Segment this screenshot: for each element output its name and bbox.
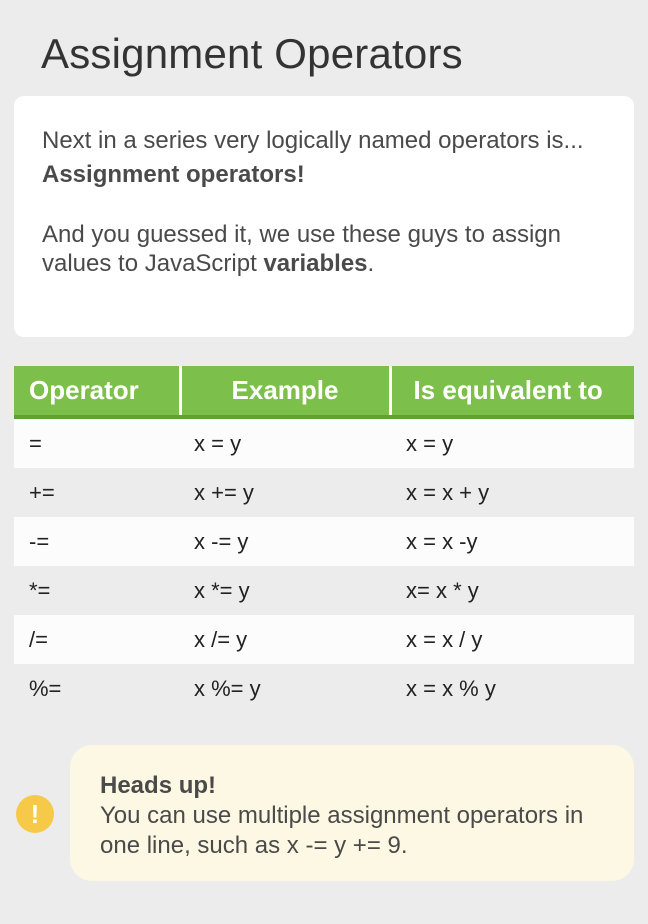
operator-cell: /= bbox=[14, 615, 180, 664]
intro-closing-suffix: . bbox=[367, 250, 375, 277]
example-cell: x %= y bbox=[180, 664, 390, 713]
operator-cell: %= bbox=[14, 664, 180, 713]
page-title: Assignment Operators bbox=[41, 30, 463, 77]
intro-closing-bold: variables bbox=[263, 250, 368, 277]
equivalent-cell: x = x % y bbox=[390, 664, 634, 713]
equivalent-cell: x = x + y bbox=[390, 468, 634, 517]
exclamation-icon: ! bbox=[16, 795, 54, 833]
tip-card bbox=[70, 745, 634, 881]
equivalent-cell: x = x -y bbox=[390, 517, 634, 566]
intro-lead: Next in a series very logically named operators is... bbox=[42, 127, 584, 154]
table-row bbox=[14, 615, 634, 664]
equivalent-cell: x = y bbox=[390, 417, 634, 468]
table-header-row bbox=[14, 366, 634, 417]
tip-title: Heads up! bbox=[100, 772, 217, 799]
header-equivalent: Is equivalent to bbox=[390, 366, 634, 417]
table-row bbox=[14, 566, 634, 615]
intro-closing-text: And you guessed it, we use these guys to assign values to JavaScript bbox=[42, 221, 561, 277]
example-cell: x += y bbox=[180, 468, 390, 517]
operators-table bbox=[14, 366, 634, 713]
intro-card bbox=[14, 96, 634, 337]
intro-closing bbox=[42, 220, 606, 278]
tip-body: You can use multiple assignment operators in one line, such as x -= y += 9. bbox=[100, 802, 584, 859]
operator-cell: = bbox=[14, 417, 180, 468]
equivalent-cell: x= x * y bbox=[390, 566, 634, 615]
table-row bbox=[14, 664, 634, 713]
operator-cell: -= bbox=[14, 517, 180, 566]
table-row bbox=[14, 417, 634, 468]
example-cell: x -= y bbox=[180, 517, 390, 566]
table-row bbox=[14, 468, 634, 517]
operator-cell: += bbox=[14, 468, 180, 517]
table-row bbox=[14, 517, 634, 566]
example-cell: x /= y bbox=[180, 615, 390, 664]
operator-cell: *= bbox=[14, 566, 180, 615]
example-cell: x = y bbox=[180, 417, 390, 468]
equivalent-cell: x = x / y bbox=[390, 615, 634, 664]
header-operator: Operator bbox=[14, 366, 180, 417]
example-cell: x *= y bbox=[180, 566, 390, 615]
intro-emphasis: Assignment operators! bbox=[42, 161, 305, 188]
header-example: Example bbox=[180, 366, 390, 417]
